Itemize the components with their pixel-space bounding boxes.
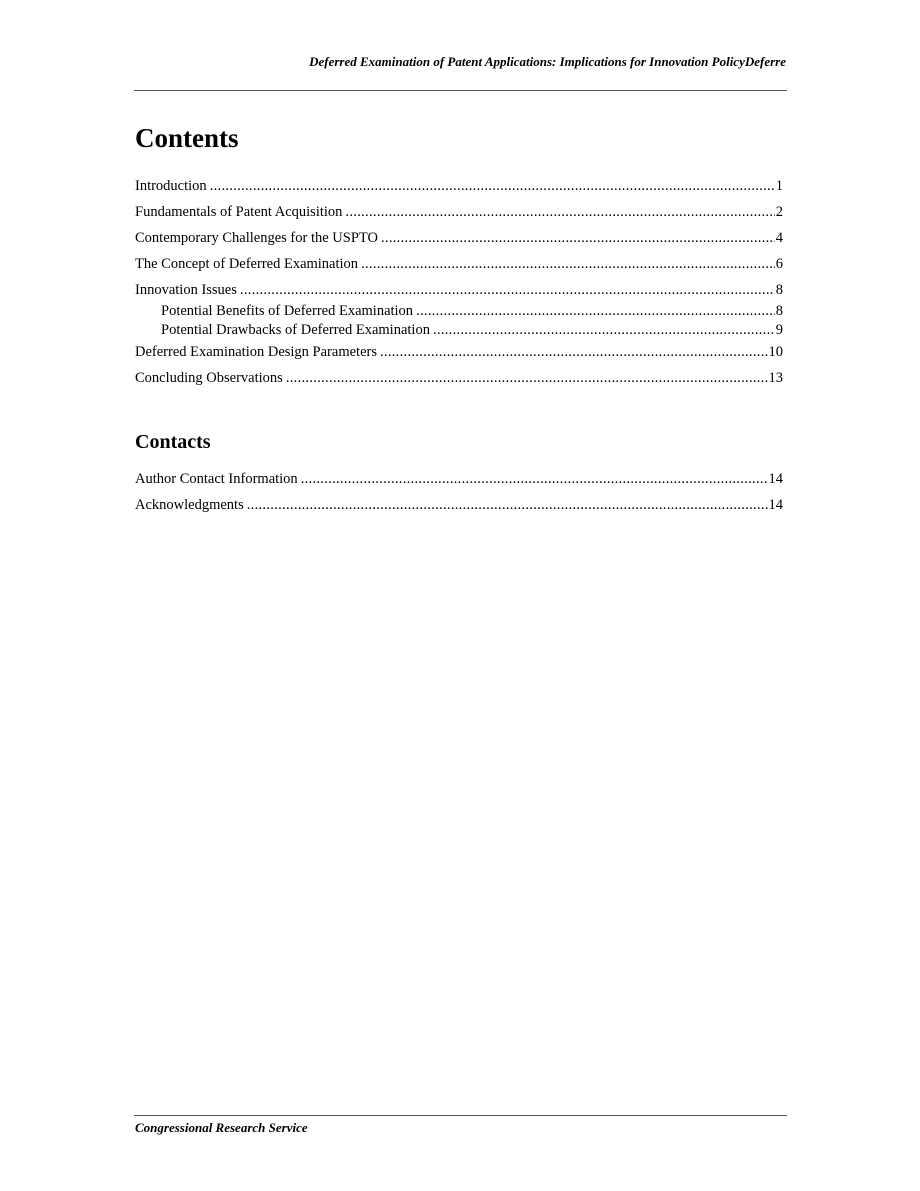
toc-entry-title: Innovation Issues [135, 282, 237, 298]
toc-entry-title: Potential Drawbacks of Deferred Examination [161, 322, 430, 338]
toc-page-number: 2 [775, 204, 783, 220]
toc-page-number: 14 [768, 471, 783, 487]
toc-page-number: 4 [775, 230, 783, 246]
toc-dot-leader [345, 204, 774, 221]
toc-dot-leader [416, 303, 775, 320]
toc-entry-concluding[interactable] [135, 370, 783, 387]
toc-page-number: 8 [775, 282, 783, 298]
toc-entry-design-parameters[interactable] [135, 344, 783, 361]
running-footer: Congressional Research Service [135, 1120, 308, 1135]
toc-entry-title: Acknowledgments [135, 497, 244, 513]
toc-entry-author-contact[interactable] [135, 471, 783, 488]
toc-dot-leader [433, 322, 775, 339]
toc-dot-leader [361, 256, 775, 273]
toc-dot-leader [210, 178, 775, 195]
toc-dot-leader [247, 497, 768, 514]
toc-dot-leader [301, 471, 768, 488]
toc-entry-fundamentals[interactable] [135, 204, 783, 221]
toc-page-number: 1 [775, 178, 783, 194]
toc-page-number: 9 [775, 322, 783, 338]
toc-entry-challenges[interactable] [135, 230, 783, 247]
toc-entry-introduction[interactable] [135, 178, 783, 195]
toc-entry-drawbacks[interactable] [161, 322, 783, 339]
running-header: Deferred Examination of Patent Applications: Implications for Innovation PolicyDeferre [309, 54, 786, 69]
toc-entry-title: The Concept of Deferred Examination [135, 256, 359, 272]
toc-page-number: 6 [775, 256, 783, 272]
toc-page-number: 14 [768, 497, 783, 513]
toc-dot-leader [380, 344, 768, 361]
toc-entry-title: Deferred Examination Design Parameters [135, 344, 377, 360]
toc-entry-title: Contemporary Challenges for the USPTO [135, 230, 378, 246]
toc-page-number: 13 [768, 370, 783, 386]
toc-entry-innovation-issues[interactable] [135, 282, 783, 299]
toc-entry-title: Potential Benefits of Deferred Examination [161, 303, 414, 319]
contacts-heading: Contacts [135, 431, 211, 453]
toc-entry-concept[interactable] [135, 256, 783, 273]
toc-entry-acknowledgments[interactable] [135, 497, 783, 514]
toc-page-number: 10 [768, 344, 783, 360]
toc-dot-leader [381, 230, 775, 247]
toc-entry-title: Introduction [135, 178, 207, 194]
toc-page-number: 8 [775, 303, 783, 319]
toc-entry-title: Fundamentals of Patent Acquisition [135, 204, 343, 220]
toc-dot-leader [286, 370, 768, 387]
footer-rule [134, 1115, 787, 1116]
contents-heading: Contents [135, 123, 239, 153]
toc-entry-title: Concluding Observations [135, 370, 283, 386]
toc-dot-leader [240, 282, 775, 299]
header-rule [134, 90, 787, 91]
toc-entry-benefits[interactable] [161, 303, 783, 320]
toc-entry-title: Author Contact Information [135, 471, 298, 487]
